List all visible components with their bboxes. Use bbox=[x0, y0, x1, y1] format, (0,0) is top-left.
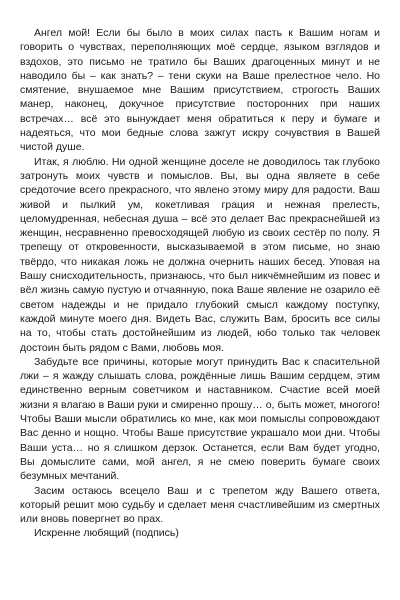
letter-paragraph-1: Ангел мой! Если бы было в моих силах пасть к Вашим ногам и говорить о чувствах, переполняющих моё сердце, языком взглядов и вздохов, это письмо не тратило бы Ваших драгоценных минут и не наводило бы – как знать? – тени скуки на Ваше прелестное чело. Но смятение, внушаемое мне Вашим присутствием, строгость Ваших манер, наконец, докучное присутствие посторонних при наших встречах… всё это вынуждает меня обратиться к перу и бумаге и надеяться, что мои бедные слова зажгут искру сочувствия в Вашей чистой душе. bbox=[20, 27, 380, 154]
letter-signature: Искренне любящий (подпись) bbox=[34, 527, 179, 540]
letter-paragraph-3: Забудьте все причины, которые могут принудить Вас к спасительной лжи – я жажду слышать слова, рождённые лишь Вашим сердцем, этим единственно верным советчиком и наставником. Счастие всей моей жизни я влагаю в Ваши руки и смиренно прошу… о, быть может, многого! Чтобы Ваши мысли обратились ко мне, как мои помыслы сопровождают Вас денно и нощно. Чтобы Ваше присутствие украшало мои дни. Чтобы Ваши уста… но я слишком дерзок. Останется, если Вам будет угодно, Вы домыслите сами, мой ангел, я не смею поверить бумаге своих безумных мечтаний. bbox=[20, 355, 380, 483]
letter-paragraph-4: Засим остаюсь всецело Ваш и с трепетом жду Вашего ответа, который решит мою судьбу и сделает меня счастливейшим из смертных или вновь повергнет во прах. bbox=[20, 484, 380, 526]
letter-paragraph-2: Итак, я люблю. Ни одной женщине доселе не доводилось так глубоко затронуть моих чувств и помыслов. Вы, вы одна являете в себе средоточие всего прекрасного, что явлено этому миру для радости. Ваш живой и пылкий ум, кокетливая грация и нежная прелесть, целомудренная, небесная душа – всё это делает Вас прекраснейшей из женщин, несравненно превосходящей любую из своих сестёр по полу. Я трепещу от откровенности, высказываемой в этом письме, но знаю твёрдо, что никакая ложь не должна очернить наших бесед. Уповая на Вашу снисходительность, признаюсь, что был никчёмнейшим из повес и вёл жизнь самую пустую и отчаянную, пока Ваше явление не озарило её светом надежды и не придало глубокий смысл каждому поступку, каждой минуте моего дня. Видеть Вас, служить Вам, бросить все силы на то, чтобы стать достойнейшим из людей, юбо только так человек достоин быть рядом с Вами, любовь моя. bbox=[20, 155, 380, 354]
letter-body bbox=[20, 26, 380, 541]
